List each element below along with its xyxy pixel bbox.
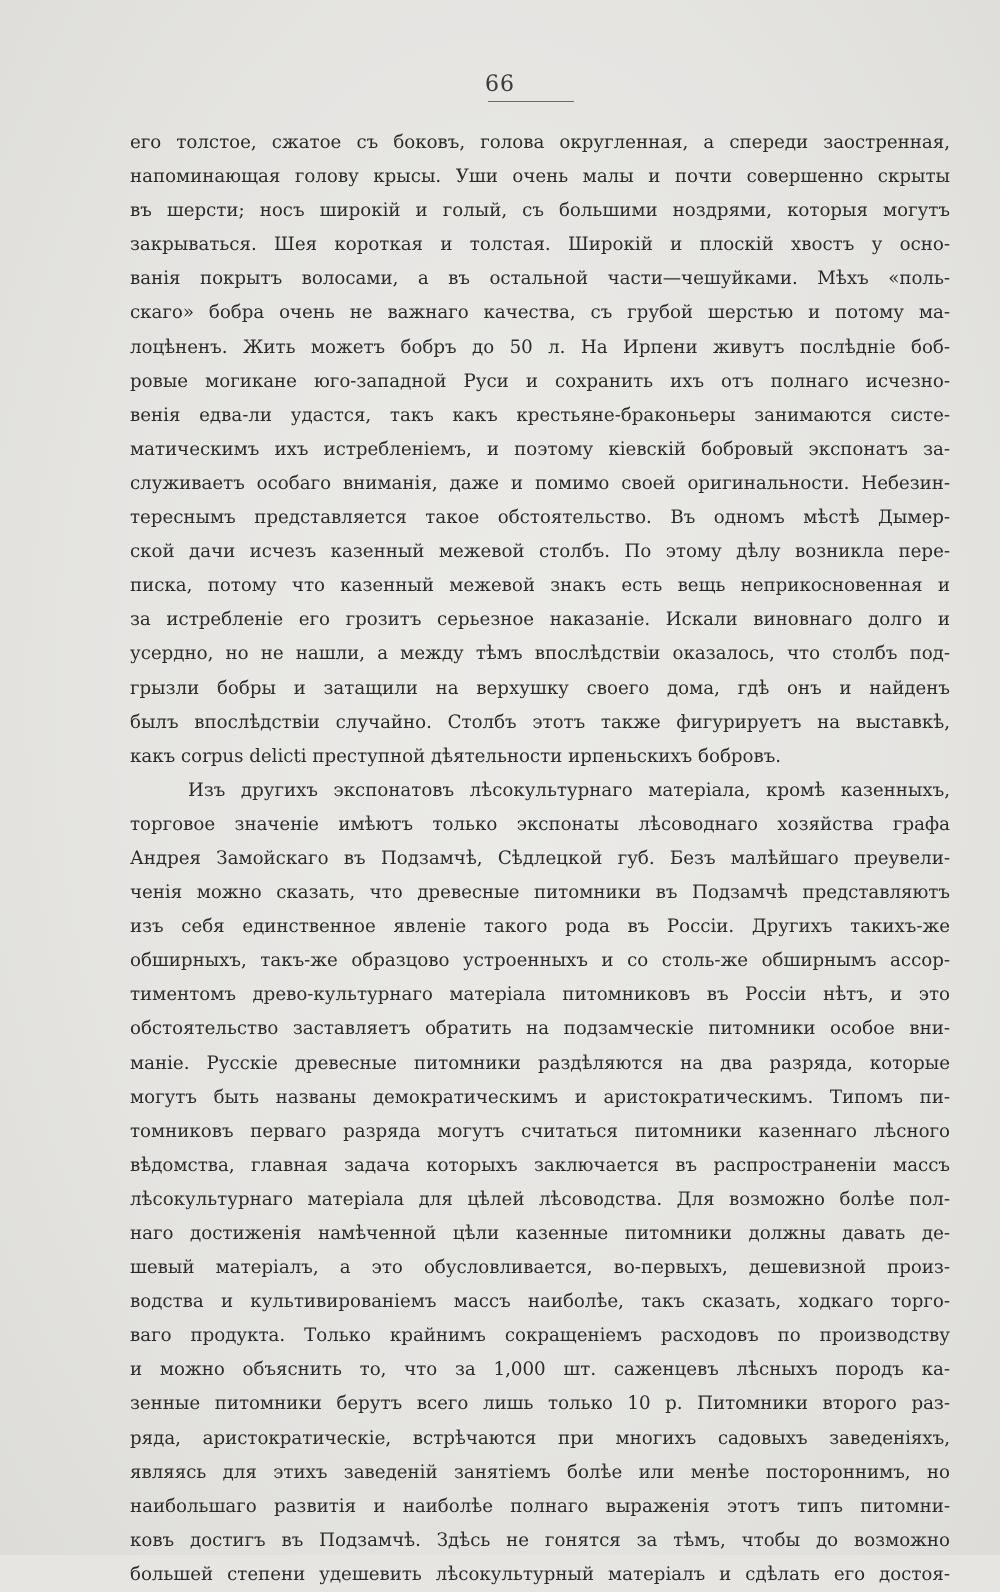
text-line: тиментомъ древо-культурнаго матеріала питомниковъ въ Россіи нѣтъ, и это xyxy=(130,984,950,1006)
body-text xyxy=(130,126,950,1592)
text-line: въ шерсти; носъ широкій и голый, съ большими ноздрями, которыя могутъ xyxy=(130,200,950,222)
text-line: обширныхъ, такъ-же образцово устроенныхъ и со столь-же обширнымъ ассор- xyxy=(130,950,950,972)
text-line: писка, потому что казенный межевой знакъ есть вещь неприкосновенная и xyxy=(130,575,950,597)
text-line: скаго» бобра очень не важнаго качества, съ грубой шерстью и потому ма- xyxy=(130,302,950,324)
text-line: ваго продукта. Только крайнимъ сокращеніемъ расходовъ по производству xyxy=(130,1325,950,1347)
text-line: закрываться. Шея короткая и толстая. Широкій и плоскій хвостъ у осно- xyxy=(130,234,950,256)
text-line: томниковъ перваго разряда могутъ считаться питомники казеннаго лѣсного xyxy=(130,1120,950,1142)
text-line: за истребленіе его грозитъ серьезное наказаніе. Искали виновнаго долго и xyxy=(130,609,950,631)
text-line: грызли бобры и затащили на верхушку своего дома, гдѣ онъ и найденъ xyxy=(130,677,950,699)
text-line: обстоятельство заставляетъ обратить на подзамческіе питомники особое вни- xyxy=(130,1018,950,1040)
text-line: какъ corpus delicti преступной дѣятельности ирпеньскихъ бобровъ. xyxy=(130,745,782,767)
text-line: большей степени удешевить лѣсокультурный матеріалъ и сдѣлать его достоя- xyxy=(130,1563,950,1585)
text-line: шевый матеріалъ, а это обусловливается, во-первыхъ, дешевизной произ- xyxy=(130,1257,950,1279)
text-line: и можно объяснить то, что за 1,000 шт. саженцевъ лѣсныхъ породъ ка- xyxy=(130,1359,950,1381)
header-rule xyxy=(488,101,574,102)
page-number: 66 xyxy=(485,72,515,97)
text-line: Андрея Замойскаго въ Подзамчѣ, Сѣдлецкой губ. Безъ малѣйшаго преувели- xyxy=(130,847,950,869)
text-line: напоминающая голову крысы. Уши очень малы и почти совершенно скрыты xyxy=(130,166,950,188)
text-line: усердно, но не нашли, а между тѣмъ впослѣдствіи оказалось, что столбъ под- xyxy=(130,643,950,665)
text-line: наибольшаго развитія и наиболѣе полнаго выраженія этотъ типъ питомни- xyxy=(130,1495,950,1517)
text-line: ковъ достигъ въ Подзамчѣ. Здѣсь не гонятся за тѣмъ, чтобы до возможно xyxy=(130,1529,950,1551)
text-line: являясь для этихъ заведеній занятіемъ болѣе или менѣе постороннимъ, но xyxy=(130,1461,950,1483)
text-line: ской дачи исчезъ казенный межевой столбъ. По этому дѣлу возникла пере- xyxy=(130,541,950,563)
text-line: тереснымъ представляется такое обстоятельство. Въ одномъ мѣстѣ Дымер- xyxy=(130,507,950,529)
text-line: водства и культивированіемъ массъ наиболѣе, такъ сказать, ходкаго торго- xyxy=(130,1291,950,1313)
text-line: Изъ другихъ экспонатовъ лѣсокультурнаго матеріала, кромѣ казенныхъ, xyxy=(188,779,950,801)
text-line: торговое значеніе имѣютъ только экспонаты лѣсоводнаго хозяйства графа xyxy=(130,813,950,835)
text-line: наго достиженія намѣченной цѣли казенные питомники должны давать де- xyxy=(130,1223,950,1244)
text-line: ченія можно сказать, что древесные питомники въ Подзамчѣ представляютъ xyxy=(130,882,950,904)
text-line: лѣсокультурнаго матеріала для цѣлей лѣсоводства. Для возможно болѣе пол- xyxy=(130,1188,950,1210)
text-line: могутъ быть названы демократическимъ и аристократическимъ. Типомъ пи- xyxy=(130,1086,950,1108)
text-line: маніе. Русскіе древесные питомники раздѣляются на два разряда, которые xyxy=(130,1052,950,1074)
text-line: служиваетъ особаго вниманія, даже и помимо своей оригинальности. Небезин- xyxy=(130,472,950,494)
text-line: изъ себя единственное явленіе такого рода въ Россіи. Другихъ такихъ-же xyxy=(130,916,950,938)
text-line: вѣдомства, главная задача которыхъ заключается въ распространеніи массъ xyxy=(130,1154,950,1176)
text-line: былъ впослѣдствіи случайно. Столбъ этотъ также фигурируетъ на выставкѣ, xyxy=(130,711,950,733)
text-line: ровые могикане юго-западной Руси и сохранить ихъ отъ полнаго исчезно- xyxy=(130,370,950,392)
text-line: его толстое, сжатое съ боковъ, голова округленная, а спереди заостренная, xyxy=(130,132,950,153)
text-line: лоцѣненъ. Жить можетъ бобръ до 50 л. На Ирпени живутъ послѣдніе боб- xyxy=(130,336,950,358)
text-line: зенные питомники берутъ всего лишь только 10 р. Питомники второго раз- xyxy=(130,1393,950,1415)
text-line: матическимъ ихъ истребленіемъ, и поэтому кіевскій бобровый экспонатъ за- xyxy=(130,438,950,460)
text-line: венія едва-ли удастся, такъ какъ крестьяне-браконьеры занимаются систе- xyxy=(130,404,950,426)
text-line: ряда, аристократическіе, встрѣчаются при многихъ садовыхъ заведеніяхъ, xyxy=(130,1427,950,1449)
text-line: ванія покрытъ волосами, а въ остальной части—чешуйками. Мѣхъ «поль- xyxy=(130,268,950,290)
